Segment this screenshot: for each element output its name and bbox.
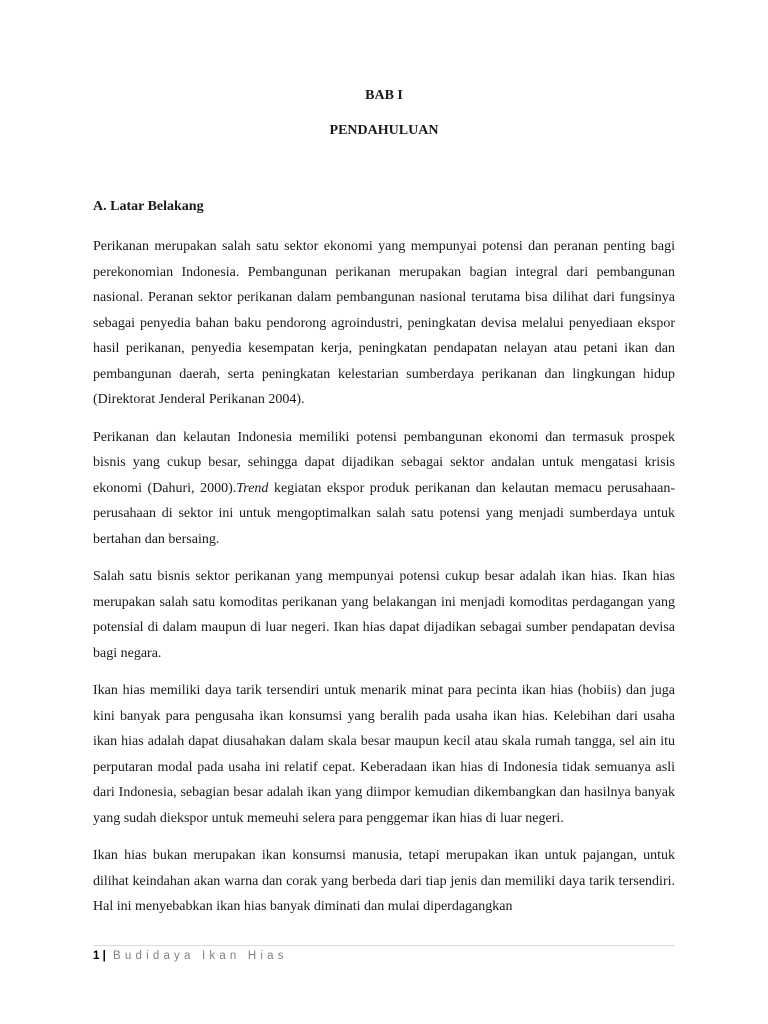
paragraph: Ikan hias bukan merupakan ikan konsumsi manusia, tetapi merupakan ikan untuk pajangan, untuk dilihat keindahan akan warna dan corak yang berbeda dari tiap jenis dan memiliki daya tarik tersendiri. Hal ini menyebabkan ikan hias banyak diminati dan mulai diperdagangkan [93, 848, 675, 914]
italic-term: Trend [236, 480, 269, 496]
chapter-title: PENDAHULUAN [329, 123, 439, 138]
footer-divider [93, 945, 675, 946]
section-heading: A. Latar Belakang [93, 199, 204, 214]
paragraph-text: kegiatan ekspor produk perikanan dan kelautan memacu perusahaan-perusahaan di sektor ini untuk mengoptimalkan salah satu potensi yang menjadi sumberdaya untuk bertahan dan bersaing. [93, 480, 675, 547]
page-number: 1 [93, 950, 100, 962]
paragraph: Ikan hias memiliki daya tarik tersendiri untuk menarik minat para pecinta ikan hias (hobiis) dan juga kini banyak para pengusaha ikan konsumsi yang beralih pada usaha ikan hias. Kelebihan dari usaha ikan hias adalah dapat diusahakan dalam skala besar maupun kecil atau skala rumah tangga, sel ain itu perputaran modal pada usaha ini relatif cepat. Keberadaan ikan hias di Indonesia tidak semuanya asli dari Indonesia, sebagian besar adalah ikan yang diimpor kemudian dikembangkan dan hasilnya banyak yang sudah diekspor untuk memeuhi selera para penggemar ikan hias di luar negeri. [93, 683, 675, 826]
body-text [93, 234, 675, 939]
chapter-number: BAB I [365, 88, 403, 103]
paragraph: Salah satu bisnis sektor perikanan yang mempunyai potensi cukup besar adalah ikan hias. Ikan hias merupakan salah satu komoditas perikanan yang belakangan ini menjadi komoditas perdagangan yang potensial di dalam maupun di luar negeri. Ikan hias dapat dijadikan sebagai sumber pendapatan devisa bagi negara. [93, 569, 675, 661]
footer-separator: | [102, 950, 106, 962]
paragraph [93, 425, 675, 553]
running-title: Budidaya Ikan Hias [113, 950, 288, 962]
paragraph: Perikanan merupakan salah satu sektor ekonomi yang mempunyai potensi dan peranan penting bagi perekonomian Indonesia. Pembangunan perikanan merupakan bagian integral dari pembangunan nasional. Peranan sektor perikanan dalam pembangunan nasional terutama bisa dilihat dari fungsinya sebagai penyedia bahan baku pendorong agroindustri, peningkatan devisa melalui penyediaan ekspor hasil perikanan, penyedia kesempatan kerja, peningkatan pendapatan nelayan atau petani ikan dan pembangunan daerah, serta peningkatan kelestarian sumberdaya perikanan dan lingkungan hidup (Direktorat Jenderal Perikanan 2004). [93, 239, 675, 407]
paragraph-text: Perikanan dan kelautan Indonesia memiliki potensi pembangunan ekonomi dan termasuk prospek bisnis yang cukup besar, sehingga dapat dijadikan sebagai sektor andalan untuk mengatasi krisis ekonomi (Dahuri, 2000). [93, 429, 675, 496]
page-footer [93, 950, 288, 962]
